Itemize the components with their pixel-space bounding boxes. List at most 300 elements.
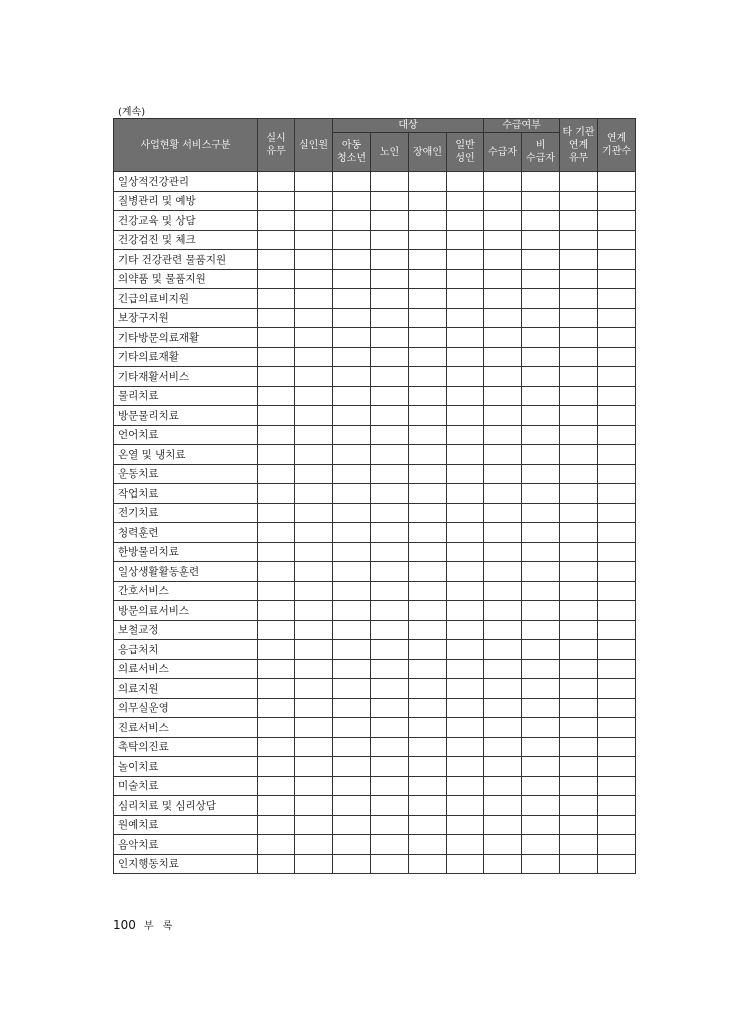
entry-cell[interactable]: [560, 854, 598, 874]
entry-cell[interactable]: [522, 815, 560, 835]
entry-cell[interactable]: [522, 503, 560, 523]
entry-cell[interactable]: [258, 172, 295, 192]
entry-cell[interactable]: [522, 211, 560, 231]
entry-cell[interactable]: [598, 289, 636, 309]
entry-cell[interactable]: [333, 191, 371, 211]
entry-cell[interactable]: [560, 308, 598, 328]
entry-cell[interactable]: [560, 737, 598, 757]
entry-cell[interactable]: [447, 542, 484, 562]
entry-cell[interactable]: [522, 542, 560, 562]
entry-cell[interactable]: [447, 640, 484, 660]
entry-cell[interactable]: [333, 718, 371, 738]
entry-cell[interactable]: [258, 269, 295, 289]
entry-cell[interactable]: [598, 640, 636, 660]
entry-cell[interactable]: [258, 289, 295, 309]
entry-cell[interactable]: [447, 328, 484, 348]
entry-cell[interactable]: [484, 367, 522, 387]
entry-cell[interactable]: [258, 562, 295, 582]
entry-cell[interactable]: [522, 562, 560, 582]
entry-cell[interactable]: [447, 250, 484, 270]
entry-cell[interactable]: [484, 211, 522, 231]
entry-cell[interactable]: [484, 425, 522, 445]
entry-cell[interactable]: [484, 659, 522, 679]
entry-cell[interactable]: [447, 347, 484, 367]
entry-cell[interactable]: [522, 191, 560, 211]
entry-cell[interactable]: [522, 269, 560, 289]
entry-cell[interactable]: [295, 737, 333, 757]
entry-cell[interactable]: [295, 757, 333, 777]
entry-cell[interactable]: [522, 679, 560, 699]
entry-cell[interactable]: [371, 737, 409, 757]
entry-cell[interactable]: [522, 230, 560, 250]
entry-cell[interactable]: [295, 211, 333, 231]
entry-cell[interactable]: [598, 776, 636, 796]
entry-cell[interactable]: [522, 406, 560, 426]
entry-cell[interactable]: [409, 386, 447, 406]
entry-cell[interactable]: [295, 406, 333, 426]
entry-cell[interactable]: [409, 211, 447, 231]
entry-cell[interactable]: [371, 445, 409, 465]
entry-cell[interactable]: [447, 757, 484, 777]
entry-cell[interactable]: [409, 581, 447, 601]
entry-cell[interactable]: [333, 796, 371, 816]
entry-cell[interactable]: [522, 484, 560, 504]
entry-cell[interactable]: [598, 757, 636, 777]
entry-cell[interactable]: [598, 367, 636, 387]
entry-cell[interactable]: [295, 230, 333, 250]
entry-cell[interactable]: [447, 172, 484, 192]
entry-cell[interactable]: [598, 503, 636, 523]
entry-cell[interactable]: [560, 406, 598, 426]
entry-cell[interactable]: [258, 523, 295, 543]
entry-cell[interactable]: [258, 796, 295, 816]
entry-cell[interactable]: [333, 835, 371, 855]
entry-cell[interactable]: [522, 328, 560, 348]
entry-cell[interactable]: [447, 367, 484, 387]
entry-cell[interactable]: [258, 718, 295, 738]
entry-cell[interactable]: [371, 250, 409, 270]
entry-cell[interactable]: [333, 640, 371, 660]
entry-cell[interactable]: [409, 250, 447, 270]
entry-cell[interactable]: [409, 757, 447, 777]
entry-cell[interactable]: [295, 835, 333, 855]
entry-cell[interactable]: [560, 562, 598, 582]
entry-cell[interactable]: [560, 523, 598, 543]
entry-cell[interactable]: [598, 815, 636, 835]
entry-cell[interactable]: [560, 445, 598, 465]
entry-cell[interactable]: [484, 464, 522, 484]
entry-cell[interactable]: [484, 581, 522, 601]
entry-cell[interactable]: [522, 659, 560, 679]
entry-cell[interactable]: [522, 464, 560, 484]
entry-cell[interactable]: [522, 367, 560, 387]
entry-cell[interactable]: [295, 796, 333, 816]
entry-cell[interactable]: [295, 367, 333, 387]
entry-cell[interactable]: [598, 172, 636, 192]
entry-cell[interactable]: [371, 562, 409, 582]
entry-cell[interactable]: [598, 679, 636, 699]
entry-cell[interactable]: [333, 620, 371, 640]
entry-cell[interactable]: [447, 406, 484, 426]
entry-cell[interactable]: [333, 776, 371, 796]
entry-cell[interactable]: [258, 640, 295, 660]
entry-cell[interactable]: [522, 601, 560, 621]
entry-cell[interactable]: [371, 601, 409, 621]
entry-cell[interactable]: [484, 601, 522, 621]
entry-cell[interactable]: [333, 230, 371, 250]
entry-cell[interactable]: [258, 250, 295, 270]
entry-cell[interactable]: [447, 386, 484, 406]
entry-cell[interactable]: [484, 250, 522, 270]
entry-cell[interactable]: [258, 854, 295, 874]
entry-cell[interactable]: [522, 776, 560, 796]
entry-cell[interactable]: [409, 269, 447, 289]
entry-cell[interactable]: [522, 854, 560, 874]
entry-cell[interactable]: [258, 406, 295, 426]
entry-cell[interactable]: [598, 698, 636, 718]
entry-cell[interactable]: [560, 757, 598, 777]
entry-cell[interactable]: [560, 367, 598, 387]
entry-cell[interactable]: [409, 289, 447, 309]
entry-cell[interactable]: [371, 484, 409, 504]
entry-cell[interactable]: [295, 445, 333, 465]
entry-cell[interactable]: [295, 542, 333, 562]
entry-cell[interactable]: [409, 796, 447, 816]
entry-cell[interactable]: [560, 835, 598, 855]
entry-cell[interactable]: [598, 562, 636, 582]
entry-cell[interactable]: [295, 386, 333, 406]
entry-cell[interactable]: [598, 406, 636, 426]
entry-cell[interactable]: [484, 542, 522, 562]
entry-cell[interactable]: [295, 562, 333, 582]
entry-cell[interactable]: [447, 211, 484, 231]
entry-cell[interactable]: [484, 347, 522, 367]
entry-cell[interactable]: [484, 796, 522, 816]
entry-cell[interactable]: [484, 737, 522, 757]
entry-cell[interactable]: [560, 620, 598, 640]
entry-cell[interactable]: [484, 757, 522, 777]
entry-cell[interactable]: [371, 581, 409, 601]
entry-cell[interactable]: [598, 328, 636, 348]
entry-cell[interactable]: [295, 347, 333, 367]
entry-cell[interactable]: [258, 601, 295, 621]
entry-cell[interactable]: [409, 854, 447, 874]
entry-cell[interactable]: [447, 484, 484, 504]
entry-cell[interactable]: [598, 796, 636, 816]
entry-cell[interactable]: [371, 406, 409, 426]
entry-cell[interactable]: [258, 191, 295, 211]
entry-cell[interactable]: [560, 425, 598, 445]
entry-cell[interactable]: [598, 191, 636, 211]
entry-cell[interactable]: [371, 757, 409, 777]
entry-cell[interactable]: [522, 308, 560, 328]
entry-cell[interactable]: [371, 542, 409, 562]
entry-cell[interactable]: [258, 230, 295, 250]
entry-cell[interactable]: [484, 328, 522, 348]
entry-cell[interactable]: [560, 191, 598, 211]
entry-cell[interactable]: [295, 523, 333, 543]
entry-cell[interactable]: [598, 386, 636, 406]
entry-cell[interactable]: [333, 503, 371, 523]
entry-cell[interactable]: [598, 211, 636, 231]
entry-cell[interactable]: [258, 659, 295, 679]
entry-cell[interactable]: [598, 835, 636, 855]
entry-cell[interactable]: [409, 230, 447, 250]
entry-cell[interactable]: [295, 620, 333, 640]
entry-cell[interactable]: [522, 347, 560, 367]
entry-cell[interactable]: [258, 425, 295, 445]
entry-cell[interactable]: [484, 679, 522, 699]
entry-cell[interactable]: [258, 386, 295, 406]
entry-cell[interactable]: [333, 757, 371, 777]
entry-cell[interactable]: [295, 464, 333, 484]
entry-cell[interactable]: [258, 347, 295, 367]
entry-cell[interactable]: [295, 601, 333, 621]
entry-cell[interactable]: [258, 679, 295, 699]
entry-cell[interactable]: [447, 601, 484, 621]
entry-cell[interactable]: [409, 523, 447, 543]
entry-cell[interactable]: [484, 718, 522, 738]
entry-cell[interactable]: [522, 718, 560, 738]
entry-cell[interactable]: [560, 269, 598, 289]
entry-cell[interactable]: [447, 464, 484, 484]
entry-cell[interactable]: [447, 230, 484, 250]
entry-cell[interactable]: [371, 308, 409, 328]
entry-cell[interactable]: [258, 211, 295, 231]
entry-cell[interactable]: [409, 601, 447, 621]
entry-cell[interactable]: [409, 640, 447, 660]
entry-cell[interactable]: [560, 679, 598, 699]
entry-cell[interactable]: [484, 640, 522, 660]
entry-cell[interactable]: [484, 503, 522, 523]
entry-cell[interactable]: [484, 854, 522, 874]
entry-cell[interactable]: [560, 659, 598, 679]
entry-cell[interactable]: [409, 425, 447, 445]
entry-cell[interactable]: [409, 172, 447, 192]
entry-cell[interactable]: [522, 250, 560, 270]
entry-cell[interactable]: [484, 269, 522, 289]
entry-cell[interactable]: [333, 698, 371, 718]
entry-cell[interactable]: [560, 386, 598, 406]
entry-cell[interactable]: [447, 718, 484, 738]
entry-cell[interactable]: [484, 776, 522, 796]
entry-cell[interactable]: [560, 640, 598, 660]
entry-cell[interactable]: [598, 542, 636, 562]
entry-cell[interactable]: [522, 757, 560, 777]
entry-cell[interactable]: [333, 464, 371, 484]
entry-cell[interactable]: [258, 581, 295, 601]
entry-cell[interactable]: [371, 718, 409, 738]
entry-cell[interactable]: [295, 698, 333, 718]
entry-cell[interactable]: [409, 503, 447, 523]
entry-cell[interactable]: [333, 445, 371, 465]
entry-cell[interactable]: [409, 835, 447, 855]
entry-cell[interactable]: [295, 776, 333, 796]
entry-cell[interactable]: [295, 854, 333, 874]
entry-cell[interactable]: [333, 328, 371, 348]
entry-cell[interactable]: [484, 406, 522, 426]
entry-cell[interactable]: [409, 542, 447, 562]
entry-cell[interactable]: [258, 815, 295, 835]
entry-cell[interactable]: [295, 484, 333, 504]
entry-cell[interactable]: [598, 718, 636, 738]
entry-cell[interactable]: [333, 815, 371, 835]
entry-cell[interactable]: [598, 269, 636, 289]
entry-cell[interactable]: [598, 425, 636, 445]
entry-cell[interactable]: [295, 659, 333, 679]
entry-cell[interactable]: [560, 211, 598, 231]
entry-cell[interactable]: [409, 308, 447, 328]
entry-cell[interactable]: [447, 562, 484, 582]
entry-cell[interactable]: [295, 172, 333, 192]
entry-cell[interactable]: [560, 581, 598, 601]
entry-cell[interactable]: [295, 269, 333, 289]
entry-cell[interactable]: [295, 581, 333, 601]
entry-cell[interactable]: [371, 698, 409, 718]
entry-cell[interactable]: [522, 425, 560, 445]
entry-cell[interactable]: [522, 737, 560, 757]
entry-cell[interactable]: [333, 659, 371, 679]
entry-cell[interactable]: [258, 464, 295, 484]
entry-cell[interactable]: [295, 191, 333, 211]
entry-cell[interactable]: [447, 620, 484, 640]
entry-cell[interactable]: [598, 601, 636, 621]
entry-cell[interactable]: [371, 328, 409, 348]
entry-cell[interactable]: [371, 640, 409, 660]
entry-cell[interactable]: [371, 854, 409, 874]
entry-cell[interactable]: [409, 679, 447, 699]
entry-cell[interactable]: [333, 347, 371, 367]
entry-cell[interactable]: [522, 835, 560, 855]
entry-cell[interactable]: [598, 230, 636, 250]
entry-cell[interactable]: [598, 854, 636, 874]
entry-cell[interactable]: [447, 289, 484, 309]
entry-cell[interactable]: [560, 542, 598, 562]
entry-cell[interactable]: [522, 386, 560, 406]
entry-cell[interactable]: [371, 269, 409, 289]
entry-cell[interactable]: [409, 347, 447, 367]
entry-cell[interactable]: [447, 308, 484, 328]
entry-cell[interactable]: [560, 601, 598, 621]
entry-cell[interactable]: [560, 172, 598, 192]
entry-cell[interactable]: [522, 640, 560, 660]
entry-cell[interactable]: [409, 737, 447, 757]
entry-cell[interactable]: [258, 698, 295, 718]
entry-cell[interactable]: [447, 581, 484, 601]
entry-cell[interactable]: [371, 230, 409, 250]
entry-cell[interactable]: [447, 835, 484, 855]
entry-cell[interactable]: [598, 620, 636, 640]
entry-cell[interactable]: [295, 328, 333, 348]
entry-cell[interactable]: [409, 191, 447, 211]
entry-cell[interactable]: [258, 484, 295, 504]
entry-cell[interactable]: [447, 815, 484, 835]
entry-cell[interactable]: [447, 796, 484, 816]
entry-cell[interactable]: [333, 172, 371, 192]
entry-cell[interactable]: [484, 191, 522, 211]
entry-cell[interactable]: [484, 289, 522, 309]
entry-cell[interactable]: [522, 172, 560, 192]
entry-cell[interactable]: [598, 464, 636, 484]
entry-cell[interactable]: [371, 523, 409, 543]
entry-cell[interactable]: [409, 562, 447, 582]
entry-cell[interactable]: [371, 620, 409, 640]
entry-cell[interactable]: [447, 191, 484, 211]
entry-cell[interactable]: [371, 211, 409, 231]
entry-cell[interactable]: [258, 445, 295, 465]
entry-cell[interactable]: [409, 815, 447, 835]
entry-cell[interactable]: [295, 815, 333, 835]
entry-cell[interactable]: [333, 737, 371, 757]
entry-cell[interactable]: [522, 523, 560, 543]
entry-cell[interactable]: [258, 542, 295, 562]
entry-cell[interactable]: [560, 289, 598, 309]
entry-cell[interactable]: [447, 737, 484, 757]
entry-cell[interactable]: [484, 484, 522, 504]
entry-cell[interactable]: [333, 679, 371, 699]
entry-cell[interactable]: [371, 191, 409, 211]
entry-cell[interactable]: [447, 445, 484, 465]
entry-cell[interactable]: [560, 815, 598, 835]
entry-cell[interactable]: [522, 620, 560, 640]
entry-cell[interactable]: [522, 796, 560, 816]
entry-cell[interactable]: [409, 464, 447, 484]
entry-cell[interactable]: [295, 289, 333, 309]
entry-cell[interactable]: [258, 757, 295, 777]
entry-cell[interactable]: [333, 601, 371, 621]
entry-cell[interactable]: [560, 230, 598, 250]
entry-cell[interactable]: [333, 211, 371, 231]
entry-cell[interactable]: [258, 308, 295, 328]
entry-cell[interactable]: [598, 308, 636, 328]
entry-cell[interactable]: [333, 425, 371, 445]
entry-cell[interactable]: [371, 367, 409, 387]
entry-cell[interactable]: [371, 425, 409, 445]
entry-cell[interactable]: [522, 445, 560, 465]
entry-cell[interactable]: [598, 581, 636, 601]
entry-cell[interactable]: [560, 347, 598, 367]
entry-cell[interactable]: [258, 503, 295, 523]
entry-cell[interactable]: [333, 367, 371, 387]
entry-cell[interactable]: [484, 172, 522, 192]
entry-cell[interactable]: [371, 347, 409, 367]
entry-cell[interactable]: [409, 718, 447, 738]
entry-cell[interactable]: [560, 796, 598, 816]
entry-cell[interactable]: [333, 308, 371, 328]
entry-cell[interactable]: [409, 445, 447, 465]
entry-cell[interactable]: [371, 835, 409, 855]
entry-cell[interactable]: [258, 776, 295, 796]
entry-cell[interactable]: [447, 523, 484, 543]
entry-cell[interactable]: [598, 737, 636, 757]
entry-cell[interactable]: [598, 523, 636, 543]
entry-cell[interactable]: [560, 464, 598, 484]
entry-cell[interactable]: [522, 581, 560, 601]
entry-cell[interactable]: [371, 503, 409, 523]
entry-cell[interactable]: [447, 425, 484, 445]
entry-cell[interactable]: [484, 230, 522, 250]
entry-cell[interactable]: [258, 620, 295, 640]
entry-cell[interactable]: [409, 659, 447, 679]
entry-cell[interactable]: [333, 523, 371, 543]
entry-cell[interactable]: [598, 347, 636, 367]
entry-cell[interactable]: [409, 328, 447, 348]
entry-cell[interactable]: [371, 464, 409, 484]
entry-cell[interactable]: [560, 698, 598, 718]
entry-cell[interactable]: [484, 308, 522, 328]
entry-cell[interactable]: [522, 289, 560, 309]
entry-cell[interactable]: [447, 679, 484, 699]
